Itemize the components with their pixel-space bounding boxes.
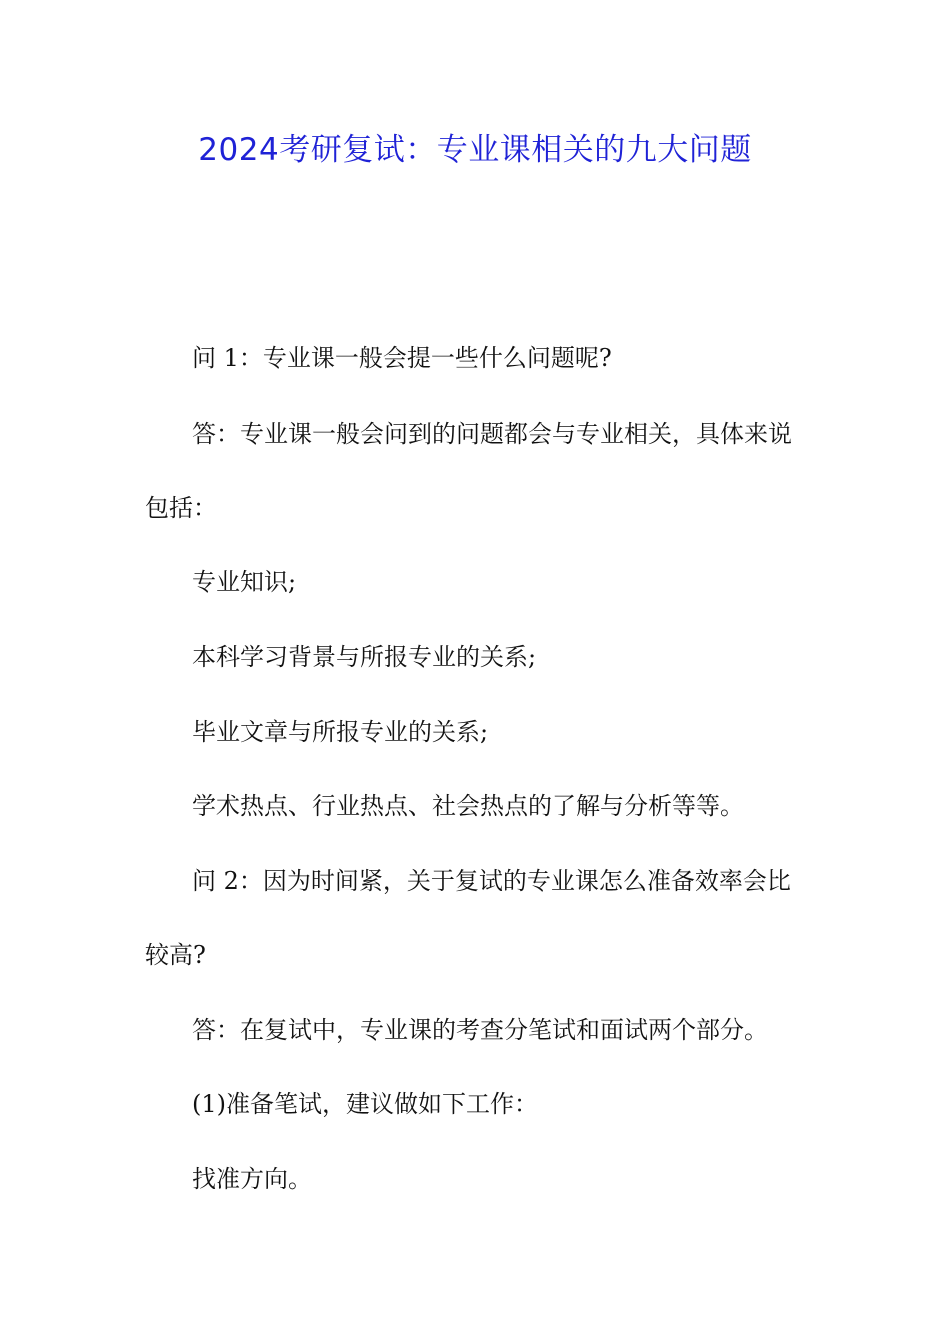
list-item-professional-knowledge: 专业知识; xyxy=(192,568,297,596)
list-item-undergraduate-background: 本科学习背景与所报专业的关系; xyxy=(192,643,537,671)
find-direction: 找准方向。 xyxy=(192,1165,312,1193)
question-2-line-1: 问 2：因为时间紧，关于复试的专业课怎么准备效率会比 xyxy=(192,867,791,895)
answer-2: 答：在复试中，专业课的考查分笔试和面试两个部分。 xyxy=(192,1016,768,1044)
list-item-hot-topics: 学术热点、行业热点、社会热点的了解与分析等等。 xyxy=(192,792,744,820)
document-title: 2024考研复试：专业课相关的九大问题 xyxy=(198,132,752,168)
answer-1-line-1: 答：专业课一般会问到的问题都会与专业相关，具体来说 xyxy=(192,420,792,448)
written-test-heading: (1)准备笔试，建议做如下工作： xyxy=(192,1090,538,1118)
answer-1-line-2: 包括： xyxy=(145,494,217,522)
list-item-graduation-thesis: 毕业文章与所报专业的关系; xyxy=(192,718,489,746)
question-2-line-2: 较高? xyxy=(145,941,206,969)
question-1: 问 1：专业课一般会提一些什么问题呢? xyxy=(192,344,612,372)
